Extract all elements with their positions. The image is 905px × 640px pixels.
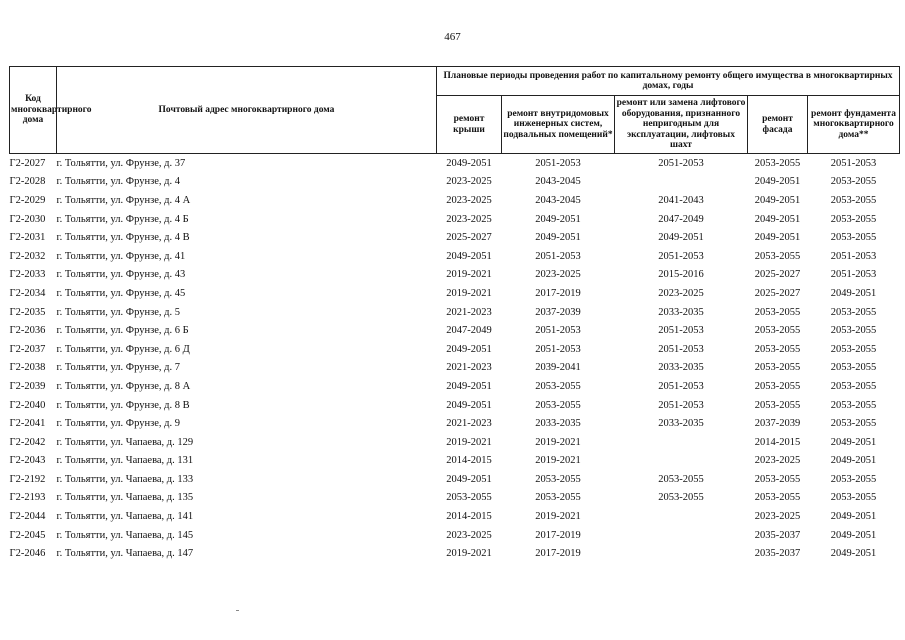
cell-facade: 2023-2025 bbox=[754, 511, 801, 523]
cell-code: Г2-2193 bbox=[9, 492, 46, 504]
cell-code: Г2-2037 bbox=[9, 343, 46, 355]
cell-elevator: 2051-2053 bbox=[658, 157, 704, 169]
cell-internal-systems: 2051-2053 bbox=[535, 250, 581, 262]
cell-internal-systems: 2019-2021 bbox=[535, 455, 581, 467]
cell-facade: 2025-2027 bbox=[754, 269, 801, 281]
cell-facade: 2053-2055 bbox=[754, 492, 801, 504]
cell-foundation: 2053-2055 bbox=[830, 399, 877, 411]
cell-address: г. Тольятти, ул. Фрунзе, д. 4 bbox=[56, 176, 180, 188]
cell-foundation: 2049-2051 bbox=[830, 436, 877, 448]
table-row bbox=[10, 507, 900, 526]
cell-elevator: 2051-2053 bbox=[658, 343, 704, 355]
header-internal-systems: ремонт внутридомовых инженерных систем, подвальных помещений* bbox=[502, 96, 615, 154]
cell-elevator: 2015-2016 bbox=[658, 269, 704, 281]
cell-elevator bbox=[615, 433, 748, 452]
cell-facade: 2053-2055 bbox=[754, 325, 801, 337]
cell-elevator bbox=[615, 452, 748, 471]
cell-foundation: 2053-2055 bbox=[830, 473, 877, 485]
cell-foundation: 2053-2055 bbox=[830, 194, 877, 206]
cell-code: Г2-2046 bbox=[9, 548, 46, 560]
cell-address: г. Тольятти, ул. Фрунзе, д. 6 Б bbox=[56, 325, 189, 337]
cell-roof: 2019-2021 bbox=[446, 436, 492, 448]
table-row bbox=[10, 340, 900, 359]
cell-facade: 2023-2025 bbox=[754, 455, 801, 467]
table-row bbox=[10, 154, 900, 173]
cell-address: г. Тольятти, ул. Чапаева, д. 145 bbox=[56, 529, 194, 541]
table-row bbox=[10, 489, 900, 508]
cell-roof: 2023-2025 bbox=[446, 176, 492, 188]
cell-code: Г2-2034 bbox=[9, 287, 46, 299]
cell-foundation: 2053-2055 bbox=[830, 343, 877, 355]
cell-elevator: 2051-2053 bbox=[658, 380, 704, 392]
cell-elevator: 2051-2053 bbox=[658, 325, 704, 337]
cell-code: Г2-2041 bbox=[9, 418, 46, 430]
cell-address: г. Тольятти, ул. Фрунзе, д. 7 bbox=[56, 362, 180, 374]
cell-foundation: 2051-2053 bbox=[830, 269, 877, 281]
cell-code: Г2-2029 bbox=[9, 194, 46, 206]
cell-address: г. Тольятти, ул. Фрунзе, д. 43 bbox=[56, 269, 186, 281]
cell-facade: 2014-2015 bbox=[754, 436, 801, 448]
table-row bbox=[10, 526, 900, 545]
cell-foundation: 2053-2055 bbox=[830, 325, 877, 337]
cell-foundation: 2053-2055 bbox=[830, 213, 877, 225]
cell-code: Г2-2031 bbox=[9, 232, 46, 244]
cell-code: Г2-2028 bbox=[9, 176, 46, 188]
cell-internal-systems: 2043-2045 bbox=[535, 176, 581, 188]
cell-foundation: 2049-2051 bbox=[830, 548, 877, 560]
cell-elevator: 2051-2053 bbox=[658, 399, 704, 411]
cell-elevator: 2049-2051 bbox=[658, 232, 704, 244]
cell-internal-systems: 2017-2019 bbox=[535, 548, 581, 560]
cell-facade: 2053-2055 bbox=[754, 157, 801, 169]
cell-code: Г2-2042 bbox=[9, 436, 46, 448]
cell-roof: 2049-2051 bbox=[446, 473, 492, 485]
cell-roof: 2019-2021 bbox=[446, 287, 492, 299]
cell-foundation: 2051-2053 bbox=[830, 157, 877, 169]
cell-roof: 2025-2027 bbox=[446, 232, 492, 244]
cell-address: г. Тольятти, ул. Фрунзе, д. 4 Б bbox=[56, 213, 189, 225]
header-roof: ремонт крыши bbox=[437, 96, 502, 154]
cell-elevator: 2047-2049 bbox=[658, 213, 704, 225]
table-row bbox=[10, 452, 900, 471]
cell-internal-systems: 2049-2051 bbox=[535, 213, 581, 225]
cell-foundation: 2049-2051 bbox=[830, 455, 877, 467]
cell-code: Г2-2030 bbox=[9, 213, 46, 225]
cell-internal-systems: 2049-2051 bbox=[535, 232, 581, 244]
cell-facade: 2053-2055 bbox=[754, 473, 801, 485]
cell-internal-systems: 2017-2019 bbox=[535, 287, 581, 299]
cell-elevator: 2033-2035 bbox=[658, 418, 704, 430]
cell-roof: 2021-2023 bbox=[446, 362, 492, 374]
cell-roof: 2049-2051 bbox=[446, 157, 492, 169]
cell-code: Г2-2040 bbox=[9, 399, 46, 411]
cell-code: Г2-2036 bbox=[9, 325, 46, 337]
header-foundation: ремонт фундамента многоквартирного дома** bbox=[808, 96, 900, 154]
cell-address: г. Тольятти, ул. Фрунзе, д. 5 bbox=[56, 306, 180, 318]
table-row bbox=[10, 544, 900, 563]
cell-elevator bbox=[615, 544, 748, 563]
table-body bbox=[10, 154, 900, 564]
cell-roof: 2023-2025 bbox=[446, 213, 492, 225]
cell-foundation: 2049-2051 bbox=[830, 529, 877, 541]
cell-foundation: 2053-2055 bbox=[830, 380, 877, 392]
cell-elevator: 2033-2035 bbox=[658, 362, 704, 374]
cell-elevator: 2053-2055 bbox=[658, 473, 704, 485]
cell-foundation: 2049-2051 bbox=[830, 511, 877, 523]
cell-internal-systems: 2033-2035 bbox=[535, 418, 581, 430]
cell-address: г. Тольятти, ул. Фрунзе, д. 41 bbox=[56, 250, 186, 262]
cell-roof: 2023-2025 bbox=[446, 194, 492, 206]
cell-facade: 2049-2051 bbox=[754, 213, 801, 225]
table-row bbox=[10, 414, 900, 433]
cell-facade: 2037-2039 bbox=[754, 418, 801, 430]
cell-roof: 2047-2049 bbox=[446, 325, 492, 337]
cell-roof: 2019-2021 bbox=[446, 269, 492, 281]
cell-foundation: 2049-2051 bbox=[830, 287, 877, 299]
cell-address: г. Тольятти, ул. Фрунзе, д. 4 А bbox=[56, 194, 191, 206]
cell-internal-systems: 2017-2019 bbox=[535, 529, 581, 541]
cell-elevator bbox=[615, 173, 748, 192]
cell-code: Г2-2038 bbox=[9, 362, 46, 374]
cell-roof: 2014-2015 bbox=[446, 511, 492, 523]
cell-roof: 2049-2051 bbox=[446, 250, 492, 262]
table-row bbox=[10, 396, 900, 415]
cell-address: г. Тольятти, ул. Чапаева, д. 133 bbox=[56, 473, 194, 485]
cell-code: Г2-2033 bbox=[9, 269, 46, 281]
cell-internal-systems: 2019-2021 bbox=[535, 436, 581, 448]
cell-elevator: 2033-2035 bbox=[658, 306, 704, 318]
header-periods: Плановые периоды проведения работ по капитальному ремонту общего имущества в многоквартирных домах, годы bbox=[437, 67, 900, 96]
cell-foundation: 2053-2055 bbox=[830, 306, 877, 318]
table-row bbox=[10, 266, 900, 285]
cell-facade: 2049-2051 bbox=[754, 176, 801, 188]
cell-internal-systems: 2053-2055 bbox=[535, 492, 581, 504]
cell-facade: 2053-2055 bbox=[754, 362, 801, 374]
table-row bbox=[10, 228, 900, 247]
cell-code: Г2-2032 bbox=[9, 250, 46, 262]
cell-foundation: 2053-2055 bbox=[830, 418, 877, 430]
table-row bbox=[10, 377, 900, 396]
cell-elevator: 2051-2053 bbox=[658, 250, 704, 262]
header-elevator: ремонт или замена лифтового оборудования, признанного непригодным для эксплуатации, лифтовых шахт bbox=[615, 96, 748, 154]
cell-address: г. Тольятти, ул. Чапаева, д. 147 bbox=[56, 548, 194, 560]
table-row bbox=[10, 210, 900, 229]
cell-roof: 2019-2021 bbox=[446, 548, 492, 560]
cell-elevator: 2041-2043 bbox=[658, 194, 704, 206]
cell-foundation: 2051-2053 bbox=[830, 250, 877, 262]
header-address: Почтовый адрес многоквартирного дома bbox=[57, 67, 437, 154]
cell-internal-systems: 2043-2045 bbox=[535, 194, 581, 206]
cell-address: г. Тольятти, ул. Чапаева, д. 129 bbox=[56, 436, 194, 448]
cell-address: г. Тольятти, ул. Чапаева, д. 131 bbox=[56, 455, 194, 467]
cell-code: Г2-2027 bbox=[9, 157, 46, 169]
cell-elevator bbox=[615, 507, 748, 526]
cell-roof: 2014-2015 bbox=[446, 455, 492, 467]
cell-roof: 2021-2023 bbox=[446, 306, 492, 318]
cell-roof: 2053-2055 bbox=[446, 492, 492, 504]
cell-facade: 2035-2037 bbox=[754, 548, 801, 560]
cell-foundation: 2053-2055 bbox=[830, 232, 877, 244]
repair-schedule-table bbox=[9, 66, 900, 563]
cell-code: Г2-2192 bbox=[9, 473, 46, 485]
cell-roof: 2023-2025 bbox=[446, 529, 492, 541]
cell-address: г. Тольятти, ул. Чапаева, д. 135 bbox=[56, 492, 194, 504]
cell-foundation: 2053-2055 bbox=[830, 176, 877, 188]
cell-internal-systems: 2039-2041 bbox=[535, 362, 581, 374]
table-row bbox=[10, 173, 900, 192]
cell-code: Г2-2044 bbox=[9, 511, 46, 523]
cell-facade: 2025-2027 bbox=[754, 287, 801, 299]
cell-address: г. Тольятти, ул. Фрунзе, д. 9 bbox=[56, 418, 180, 430]
cell-internal-systems: 2053-2055 bbox=[535, 380, 581, 392]
cell-facade: 2053-2055 bbox=[754, 380, 801, 392]
cell-roof: 2021-2023 bbox=[446, 418, 492, 430]
cell-internal-systems: 2053-2055 bbox=[535, 399, 581, 411]
cell-address: г. Тольятти, ул. Фрунзе, д. 6 Д bbox=[56, 343, 190, 355]
table-row bbox=[10, 284, 900, 303]
cell-facade: 2053-2055 bbox=[754, 343, 801, 355]
cell-code: Г2-2045 bbox=[9, 529, 46, 541]
page-number: 467 bbox=[444, 31, 461, 43]
cell-elevator: 2023-2025 bbox=[658, 287, 704, 299]
cell-elevator: 2053-2055 bbox=[658, 492, 704, 504]
header-code: Код многоквартирного дома bbox=[10, 67, 57, 154]
table-row bbox=[10, 247, 900, 266]
cell-address: г. Тольятти, ул. Фрунзе, д. 37 bbox=[56, 157, 186, 169]
table-row bbox=[10, 321, 900, 340]
scan-mark bbox=[236, 610, 239, 611]
table-row bbox=[10, 433, 900, 452]
cell-facade: 2053-2055 bbox=[754, 250, 801, 262]
cell-internal-systems: 2051-2053 bbox=[535, 325, 581, 337]
cell-internal-systems: 2019-2021 bbox=[535, 511, 581, 523]
header-facade: ремонт фасада bbox=[748, 96, 808, 154]
cell-address: г. Тольятти, ул. Чапаева, д. 141 bbox=[56, 511, 194, 523]
cell-address: г. Тольятти, ул. Фрунзе, д. 8 В bbox=[56, 399, 190, 411]
cell-internal-systems: 2051-2053 bbox=[535, 343, 581, 355]
cell-internal-systems: 2023-2025 bbox=[535, 269, 581, 281]
cell-code: Г2-2039 bbox=[9, 380, 46, 392]
cell-facade: 2035-2037 bbox=[754, 529, 801, 541]
cell-roof: 2049-2051 bbox=[446, 399, 492, 411]
table-row bbox=[10, 359, 900, 378]
cell-address: г. Тольятти, ул. Фрунзе, д. 8 А bbox=[56, 380, 191, 392]
cell-facade: 2049-2051 bbox=[754, 194, 801, 206]
table-header bbox=[10, 67, 900, 154]
table-row bbox=[10, 470, 900, 489]
cell-internal-systems: 2053-2055 bbox=[535, 473, 581, 485]
cell-foundation: 2053-2055 bbox=[830, 362, 877, 374]
cell-facade: 2049-2051 bbox=[754, 232, 801, 244]
cell-address: г. Тольятти, ул. Фрунзе, д. 4 В bbox=[56, 232, 190, 244]
cell-roof: 2049-2051 bbox=[446, 343, 492, 355]
cell-facade: 2053-2055 bbox=[754, 399, 801, 411]
cell-foundation: 2053-2055 bbox=[830, 492, 877, 504]
cell-roof: 2049-2051 bbox=[446, 380, 492, 392]
cell-elevator bbox=[615, 526, 748, 545]
table-row bbox=[10, 303, 900, 322]
cell-address: г. Тольятти, ул. Фрунзе, д. 45 bbox=[56, 287, 186, 299]
table-row bbox=[10, 191, 900, 210]
cell-internal-systems: 2037-2039 bbox=[535, 306, 581, 318]
cell-facade: 2053-2055 bbox=[754, 306, 801, 318]
cell-code: Г2-2035 bbox=[9, 306, 46, 318]
cell-code: Г2-2043 bbox=[9, 455, 46, 467]
cell-internal-systems: 2051-2053 bbox=[535, 157, 581, 169]
